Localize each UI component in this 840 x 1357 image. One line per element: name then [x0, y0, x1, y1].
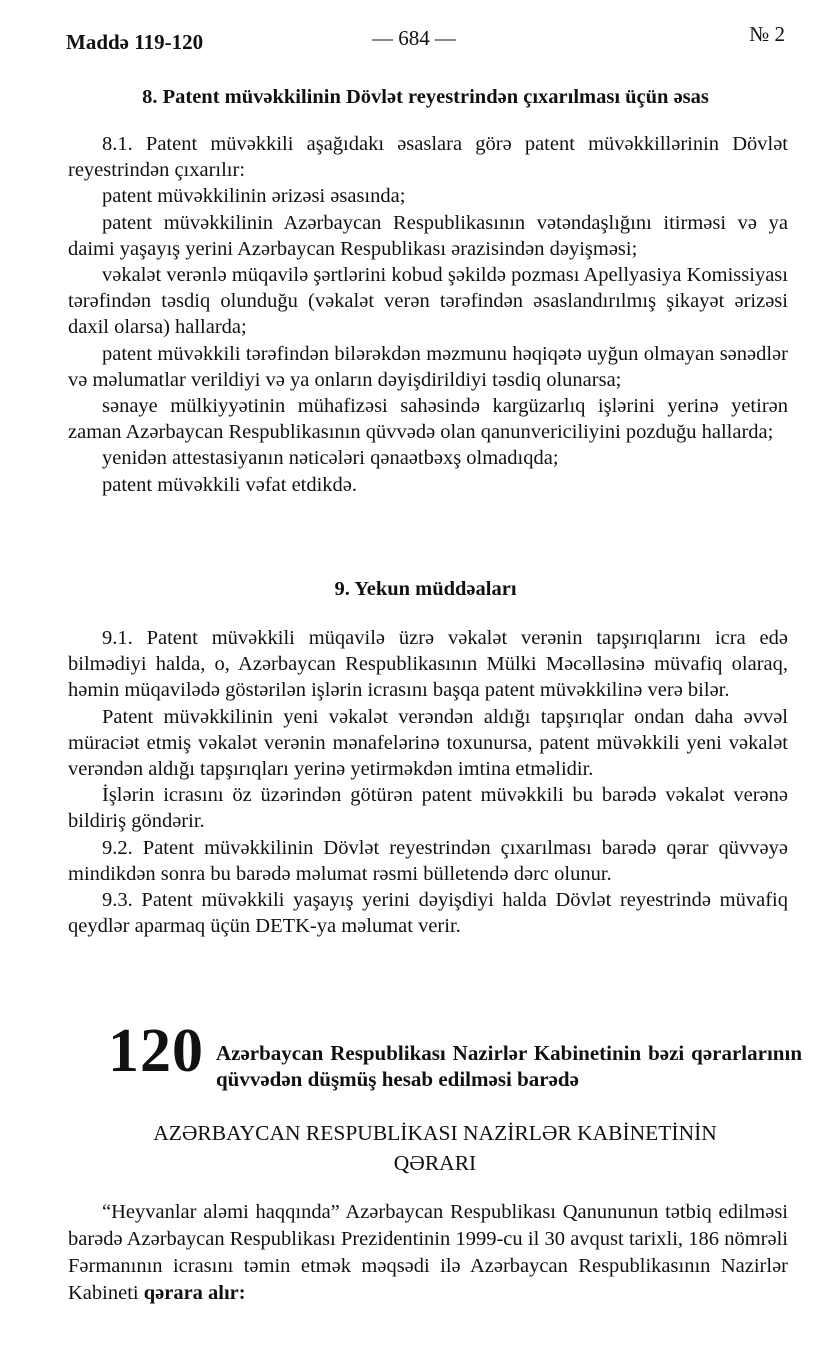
paragraph: patent müvəkkilinin ərizəsi əsasında;: [102, 185, 406, 208]
decree-preamble: [68, 1199, 788, 1307]
decree-type-heading: [92, 1118, 778, 1178]
decree-preamble-block: [68, 1199, 788, 1307]
paragraph: 9.1. Patent müvəkkili müqavilə üzrə vəkalət verənin tapşırıqlarını icra edə bilmədiyi halda, o, Azərbaycan Respublikasının Mülki Məcəlləsinə müvafiq olaraq, həmin müqavilədə göstərilən işlərin icrasını başqa patent müvəkkilinə verə bilər.: [68, 627, 788, 702]
paragraph: 9.2. Patent müvəkkilinin Dövlət reyestrindən çıxarılması barədə qərar qüvvəyə mindikdən sonra bu barədə məlumat rəsmi bülletendə dərc olunur.: [68, 836, 788, 885]
article-range: Maddə 119-120: [66, 30, 204, 54]
decree-type-line: AZƏRBAYCAN RESPUBLİKASI NAZİRLƏR KABİNETİNİN: [153, 1121, 717, 1145]
section-8-title: 8. Patent müvəkkilinin Dövlət reyestrindən çıxarılması üçün əsas: [142, 86, 709, 108]
issue-number: № 2: [749, 22, 785, 46]
preamble-text: “Heyvanlar aləmi haqqında” Azərbaycan Respublikası Qanununun tətbiq edilməsi barədə Azərbaycan Respublikası Prezidentinin 1999-cu il 30 avqust tarixli, 186 nömrəli Fərmanının icrasını təmin etmək məqsədi ilə Azərbaycan Respublikasının Nazirlər Kabineti: [68, 1201, 788, 1304]
paragraph: patent müvəkkili vəfat etdikdə.: [102, 473, 358, 496]
section-9-body: [68, 625, 788, 939]
section-9-title: 9. Yekun müddəaları: [334, 578, 517, 600]
paragraph: sənaye mülkiyyətinin mühafizəsi sahəsində kargüzarlıq işlərini yerinə yetirən zaman Azərbaycan Respublikasının qüvvədə olan qanunvericiliyini pozduğu hallarda;: [68, 395, 788, 444]
page-header: [66, 22, 785, 56]
paragraph: Patent müvəkkilinin yeni vəkalət verəndən aldığı tapşırıqlar ondan daha əvvəl müraciət etmiş vəkalət verənin mənafelərinə toxunursa, patent müvəkkili yeni vəkalət verəndən aldığı tapşırıqları yerinə yetirməkdən imtina etməlidir.: [68, 705, 788, 781]
paragraph: vəkalət verənlə müqavilə şərtlərini kobud şəkildə pozması Apellyasiya Komissiyası tərəfindən təsdiq olunduğu (vəkalət verən tərəfindən əsaslandırılmış şikayət ərizəsi daxil olarsa) hallarda;: [68, 264, 788, 339]
page-number: — 684 —: [372, 26, 456, 50]
decree-type-line: QƏRARI: [393, 1151, 477, 1175]
paragraph: 8.1. Patent müvəkkili aşağıdakı əsaslara görə patent müvəkkillərinin Dövlət reyestrindən çıxarılır:: [68, 133, 788, 182]
paragraph: İşlərin icrasını öz üzərindən götürən patent müvəkkili bu barədə vəkalət verənə bildiriş göndərir.: [68, 784, 788, 833]
paragraph: yenidən attestasiyanın nəticələri qənaətbəxş olmadıqda;: [102, 447, 559, 470]
document-number: 120: [108, 1017, 204, 1085]
decision-phrase: qərara alır:: [143, 1282, 246, 1304]
document-title: Azərbaycan Respublikası Nazirlər Kabinetinin bəzi qərarlarının qüvvədən düşmüş hesab edilməsi barədə: [216, 1041, 802, 1091]
section-8-body: [68, 131, 788, 498]
paragraph: patent müvəkkilinin Azərbaycan Respublikasının vətəndaşlığını itirməsi və ya daimi yaşayış yerini Azərbaycan Respublikası ərazisindən dəyişməsi;: [68, 211, 788, 260]
paragraph: 9.3. Patent müvəkkili yaşayış yerini dəyişdiyi halda Dövlət reyestrində müvafiq qeydlər aparmaq üçün DETK-ya məlumat verir.: [68, 889, 788, 938]
paragraph: patent müvəkkili tərəfindən bilərəkdən məzmunu həqiqətə uyğun olmayan sənədlər və məlumatlar verildiyi və ya onların dəyişdirildiyi təsdiq olunarsa;: [68, 342, 788, 391]
